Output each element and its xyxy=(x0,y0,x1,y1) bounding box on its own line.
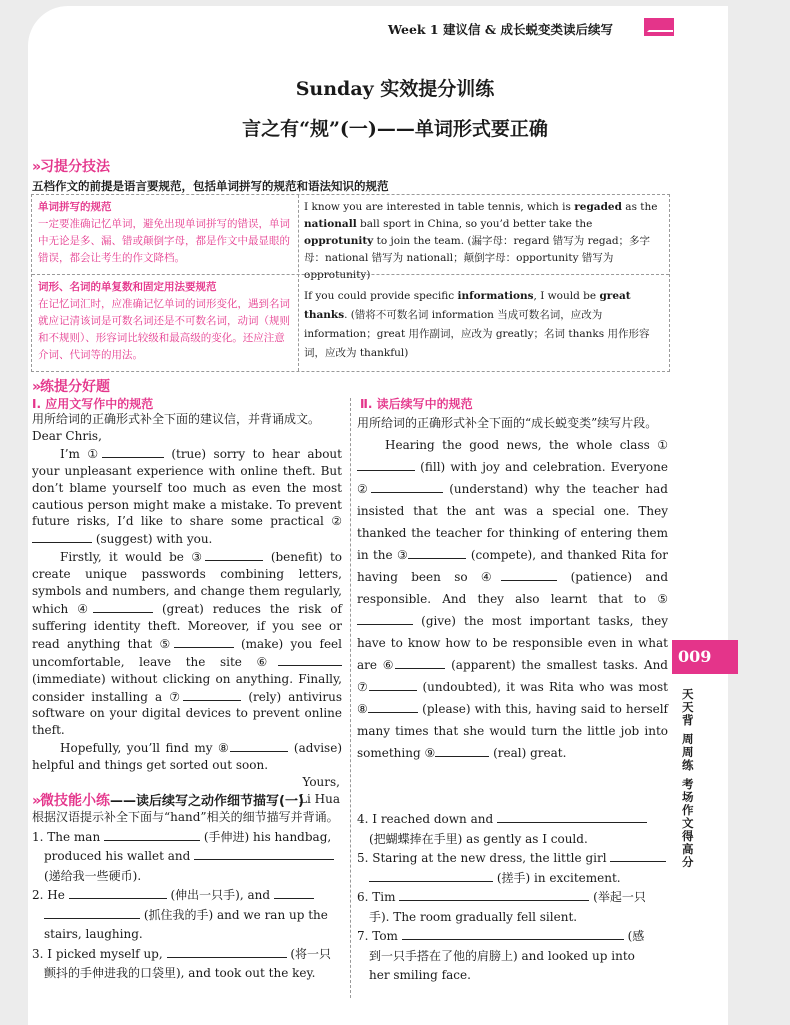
page-number-tab: 009 xyxy=(672,640,738,674)
blank-c5b[interactable] xyxy=(369,869,493,882)
side-slogan: 天天背 周周练 考场作文得高分 xyxy=(682,687,694,869)
blank-c1[interactable] xyxy=(104,828,200,841)
blank-c6[interactable] xyxy=(399,888,589,901)
blank-b3[interactable] xyxy=(408,546,466,559)
chevron-icon: » xyxy=(32,159,39,175)
example-spelling: I know you are interested in table tennis, which is regaded as the nationall ball sport in China, so you’d better take the opprotunity to join the team. (漏字母：regard 错写为 regad；多字母：national 错写为 nationall；颠倒字母：opportunity 错写为 opprotunity) xyxy=(304,201,658,281)
chevron-icon: » xyxy=(32,379,39,395)
blank-b2[interactable] xyxy=(371,480,443,493)
skills-intro: 五档作文的前提是语言要规范，包括单词拼写的规范和语法知识的规范 xyxy=(32,179,389,193)
blank-6[interactable] xyxy=(278,653,342,666)
blank-8[interactable] xyxy=(230,739,288,752)
example-word-form: If you could provide specific informations, I would be great thanks. (错将不可数名词 information 当成可数名词，应改为 information；great 用作副词，应改为 greatly；名词 thanks 用作形容词，应改为 thankful) xyxy=(304,290,650,359)
section-heading-skills: » 习提分技法 xyxy=(32,159,111,175)
blank-2[interactable] xyxy=(32,530,92,543)
blank-b8[interactable] xyxy=(368,700,418,713)
blank-b4[interactable] xyxy=(501,568,557,581)
blank-c3[interactable] xyxy=(167,945,287,958)
rules-table xyxy=(31,194,670,372)
blank-5[interactable] xyxy=(174,635,234,648)
part-a-title: Ⅰ. 应用文写作中的规范 xyxy=(32,397,154,411)
hand-exercise-left: 根据汉语提示补全下面与“hand”相关的细节描写并背诵。 1. The man (手伸进) his handbag, produced his wallet and (递给我一些硬币). 2. He (伸出一只手), and (抓住我的手) and we ran up the stairs, laughing. 3. I picked myself up, (将一只 颤抖的手伸进我的口袋里), and took out the key. xyxy=(32,810,339,980)
blank-c4[interactable] xyxy=(497,810,647,823)
blank-b5[interactable] xyxy=(357,612,413,625)
blank-c1b[interactable] xyxy=(194,847,334,860)
rule-word-form: 词形、名词的单复数和固定用法要规范 在记忆词汇时，应准确记忆单词的词形变化，遇到名词就应记清该词是可数名词还是不可数名词，动词（规则和不规则）、形容词比较级和最高级的变化。还应注意介词、代词等的用法。 xyxy=(38,281,290,361)
blank-c2b[interactable] xyxy=(274,886,314,899)
blank-c2c[interactable] xyxy=(44,906,140,919)
letter-exercise: 用所给词的正确形式补全下面的建议信，并背诵成文。 Dear Chris, I’m ① (true) sorry to hear about your unpleasant experience with online theft. But don’t blame yourself too much as even the most cautious person might make a mistake. To prevent future risks, I’d like to share some practical ② (suggest) with you. Firstly, it would be ③ (benefit) to create unique passwords combining letters, symbols and numbers, and change them regularly, which ④ (great) reduces the risk of suffering identity theft. Moreover, if you see or read anything that ⑤ (make) you feel uncomfortable, leave the site ⑥ (immediate) without clicking on anything. Finally, consider installing a ⑦ (rely) antivirus software on your digital devices to prevent online theft. Hopefully, you’ll find my ⑧ (advise) helpful and things get sorted out soon. Yours, Li Hua xyxy=(32,412,342,806)
blank-c7[interactable] xyxy=(402,927,624,940)
chevron-icon: » xyxy=(32,793,39,809)
rule-spelling: 单词拼写的规范 一定要准确记忆单词，避免出现单词拼写的错误，单词中无论是多、漏、错或颠倒字母，都是作文中最显眼的错误，都会让考生的作文降档。 xyxy=(38,201,290,264)
page-title: Sunday 实效提分训练 xyxy=(295,78,495,100)
blank-4[interactable] xyxy=(93,600,153,613)
blank-1[interactable] xyxy=(102,445,164,458)
blank-3[interactable] xyxy=(205,548,263,561)
column-divider xyxy=(350,398,351,998)
blank-b7[interactable] xyxy=(369,678,417,691)
blank-7[interactable] xyxy=(183,688,241,701)
section-heading-micro-skill: » 微技能小练——读后续写之动作细节描写(一) xyxy=(32,793,304,809)
part-b-title: Ⅱ. 读后续写中的规范 xyxy=(360,397,473,411)
blank-b6[interactable] xyxy=(395,656,445,669)
envelope-icon xyxy=(644,18,674,36)
continuation-exercise: 用所给词的正确形式补全下面的“成长蜕变类”续写片段。 Hearing the good news, the whole class ① (fill) with joy and celebration. Everyone ② (understand) why the teacher had insisted that the ant was a special one. They thanked the teacher for thinking of entering them in the ③ (compete), and thanked Rita for having been so ④ (patience) and responsible. And they also learnt that to ⑤ (give) the most important tasks, they have to know how to be responsible even in what are ⑥ (apparent) the smallest tasks. And ⑦ (undoubted), it was Rita who was most ⑧ (please) with this, having said to herself many times that she would turn the little job into something ⑨ (real) great. xyxy=(357,416,668,760)
section-heading-practice: » 练提分好题 xyxy=(32,379,111,395)
blank-b1[interactable] xyxy=(357,458,415,471)
running-header: Week 1 建议信 & 成长蜕变类读后续写 xyxy=(388,22,613,37)
blank-c2[interactable] xyxy=(69,886,167,899)
blank-c5[interactable] xyxy=(610,849,666,862)
hand-exercise-right: 4. I reached down and (把蝴蝶捧在手里) as gently as I could. 5. Staring at the new dress, the little girl (搓手) in excitement. 6. Tim (举起一只 手). The room gradually fell silent. 7. Tom (感 到一只手搭在了他的肩膀上) and looked up into her smiling face. xyxy=(357,810,669,986)
page-subtitle: 言之有“规”(一)——单词形式要正确 xyxy=(242,118,548,140)
blank-b9[interactable] xyxy=(435,744,489,757)
